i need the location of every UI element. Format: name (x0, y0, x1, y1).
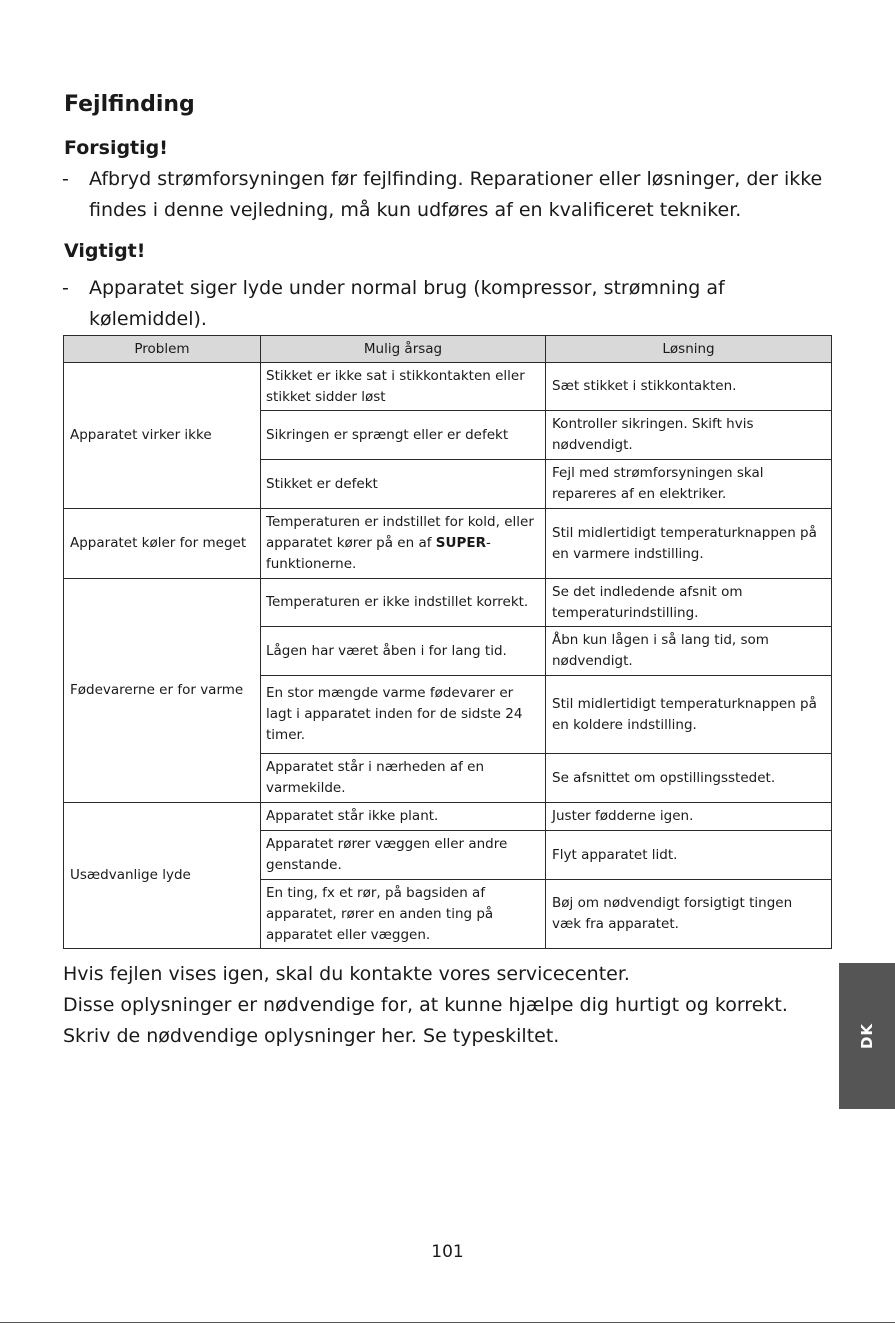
language-label: DK (857, 1022, 876, 1050)
cause-cell: En ting, fx et rør, på bagsiden af apparatet, rører en anden ting på apparatet eller væggen. (261, 880, 546, 949)
page-title: Fejlfinding (64, 92, 195, 117)
table-row (64, 579, 832, 627)
language-tab (839, 963, 895, 1109)
cause-cell: Stikket er ikke sat i stikkontakten eller stikket sidder løst (261, 363, 546, 411)
important-heading: Vigtigt! (64, 240, 146, 262)
table-row (64, 803, 832, 831)
solution-cell: Se det indledende afsnit om temperaturindstilling. (546, 579, 832, 627)
header-cause: Mulig årsag (261, 336, 546, 363)
table-row (64, 363, 832, 411)
solution-cell: Stil midlertidigt temperaturknappen på en varmere indstilling. (546, 509, 832, 579)
important-bullet (62, 273, 832, 335)
cause-cell: Sikringen er sprængt eller er defekt (261, 411, 546, 460)
bottom-divider (0, 1322, 895, 1323)
solution-cell: Flyt apparatet lidt. (546, 831, 832, 880)
footer-line-3: Skriv de nødvendige oplysninger her. Se typeskiltet. (63, 1025, 560, 1047)
solution-cell: Sæt stikket i stikkontakten. (546, 363, 832, 411)
cause-text: -funktionerne. (266, 535, 491, 572)
cause-cell: Apparatet står i nærheden af en varmekilde. (261, 754, 546, 803)
footer-line-2: Disse oplysninger er nødvendige for, at kunne hjælpe dig hurtigt og korrekt. (63, 994, 788, 1016)
solution-cell: Bøj om nødvendigt forsigtigt tingen væk fra apparatet. (546, 880, 832, 949)
cause-cell: Apparatet rører væggen eller andre genstande. (261, 831, 546, 880)
problem-cell: Usædvanlige lyde (64, 803, 261, 949)
troubleshooting-table (63, 335, 832, 949)
solution-cell: Fejl med strømforsyningen skal repareres af en elektriker. (546, 460, 832, 509)
header-problem: Problem (64, 336, 261, 363)
cause-cell: En stor mængde varme fødevarer er lagt i apparatet inden for de sidste 24 timer. (261, 676, 546, 754)
problem-cell: Fødevarerne er for varme (64, 579, 261, 803)
header-solution: Løsning (546, 336, 832, 363)
important-text: Apparatet siger lyde under normal brug (kompressor, strømning af kølemiddel). (89, 277, 725, 330)
table-header-row (64, 336, 832, 363)
cause-cell (261, 509, 546, 579)
cause-text: Temperaturen er indstillet for kold, eller apparatet kører på en af (266, 514, 534, 551)
cause-cell: Apparatet står ikke plant. (261, 803, 546, 831)
solution-cell: Se afsnittet om opstillingsstedet. (546, 754, 832, 803)
problem-cell: Apparatet virker ikke (64, 363, 261, 509)
bullet-dash: - (62, 277, 69, 299)
footer-line-1: Hvis fejlen vises igen, skal du kontakte vores servicecenter. (63, 963, 630, 985)
table-row (64, 509, 832, 579)
cause-cell: Stikket er defekt (261, 460, 546, 509)
super-keyword: SUPER (435, 535, 486, 551)
solution-cell: Stil midlertidigt temperaturknappen på en koldere indstilling. (546, 676, 832, 754)
caution-heading: Forsigtig! (64, 137, 168, 159)
problem-cell: Apparatet køler for meget (64, 509, 261, 579)
bullet-dash: - (62, 168, 69, 190)
solution-cell: Kontroller sikringen. Skift hvis nødvendigt. (546, 411, 832, 460)
solution-cell: Åbn kun lågen i så lang tid, som nødvendigt. (546, 627, 832, 676)
cause-cell: Lågen har været åben i for lang tid. (261, 627, 546, 676)
caution-bullet (62, 164, 832, 226)
cause-cell: Temperaturen er ikke indstillet korrekt. (261, 579, 546, 627)
solution-cell: Juster fødderne igen. (546, 803, 832, 831)
caution-text: Afbryd strømforsyningen før fejlfinding. Reparationer eller løsninger, der ikke findes i denne vejledning, må kun udføres af en kvalificeret tekniker. (89, 168, 823, 221)
page-number: 101 (431, 1242, 464, 1262)
